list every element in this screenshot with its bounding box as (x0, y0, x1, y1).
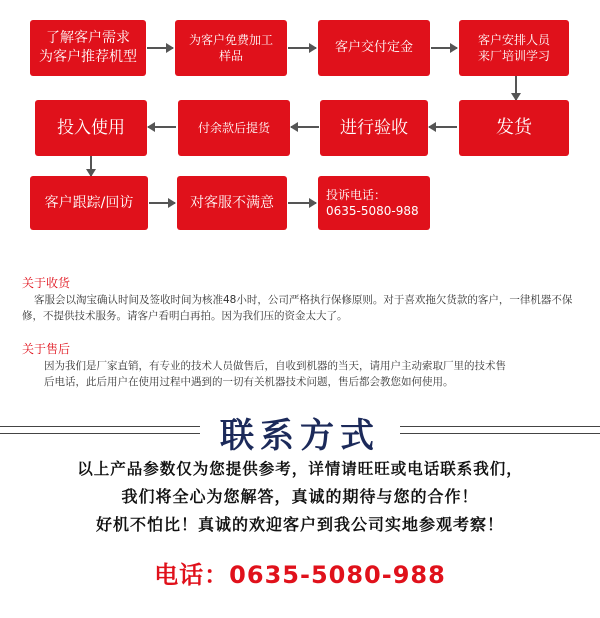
contact-line-1: 以上产品参数仅为您提供参考，详情请旺旺或电话联系我们， (77, 460, 523, 478)
flow-arrow-down (515, 76, 517, 100)
flow-step-text: 发货 (496, 116, 532, 138)
flow-step-text: 为客户免费加工 (188, 32, 273, 47)
flow-step-text: 客户安排人员 (477, 32, 550, 47)
flow-step-understand-needs (30, 20, 146, 76)
contact-line-3: 好机不怕比！真诚的欢迎客户到我公司实地参观考察！ (95, 515, 504, 534)
flow-arrow-right (288, 202, 316, 204)
flow-arrow-left (148, 126, 176, 128)
flow-arrow-right (149, 202, 175, 204)
flow-step-follow-up (30, 176, 148, 230)
flow-step-text: 投诉电话： (326, 187, 387, 202)
receipt-text: 客服会以淘宝确认时间及签收时间为核准48小时，公司严格执行保修原则。对于喜欢拖欠货款的客户，一律机器不保修，不提供技术服务。请客户看明白再拍。因为我们压的资金太大了。 (22, 294, 573, 322)
contact-header (0, 404, 600, 454)
flow-arrow-down (90, 156, 92, 176)
aftersale-text-line1: 因为我们是厂家直销，有专业的技术人员做售后，自收到机器的当天，请用户主动索取厂里的技术售 (44, 360, 506, 372)
flow-step-pay-balance (178, 100, 290, 156)
flow-step-text: 对客服不满意 (190, 194, 274, 211)
flow-step-complaint-phone (318, 176, 430, 230)
flow-step-training (459, 20, 569, 76)
contact-line-2: 我们将全心为您解答，真诚的期待与您的合作！ (121, 487, 479, 506)
flow-step-inspection (320, 100, 428, 156)
contact-title: 联系方式 (220, 416, 380, 456)
flow-step-text: 来厂培训学习 (477, 49, 550, 63)
flow-arrow-left (291, 126, 319, 128)
flow-step-text: 样品 (218, 49, 243, 63)
flow-step-shipping (459, 100, 569, 156)
flow-step-text: 投入使用 (57, 117, 125, 138)
flow-arrow-right (431, 47, 457, 49)
flow-step-dissatisfied (177, 176, 287, 230)
receipt-title: 关于收货 (22, 276, 71, 290)
flow-step-deposit (318, 20, 430, 76)
flow-step-text: 进行验收 (340, 117, 408, 138)
aftersale-title: 关于售后 (22, 342, 71, 356)
flow-arrow-right (147, 47, 173, 49)
flow-arrow-left (429, 126, 457, 128)
flow-step-text: 了解客户需求 (46, 30, 130, 47)
flow-step-text: 付余款后提货 (197, 120, 270, 135)
complaint-phone-number: 0635-5080-988 (326, 204, 419, 218)
flow-arrow-right (288, 47, 316, 49)
aftersale-text-line2: 后电话，此后用户在使用过程中遇到的一切有关机器技术问题，售后都会教您如何使用。 (44, 376, 454, 388)
flow-step-text: 客户交付定金 (334, 40, 413, 56)
contact-phone: 电话：0635-5080-988 (154, 561, 446, 589)
flow-step-text: 为客户推荐机型 (39, 49, 137, 65)
flow-step-text: 客户跟踪/回访 (44, 194, 134, 211)
flow-step-free-sample (175, 20, 287, 76)
flow-step-put-into-use (35, 100, 147, 156)
